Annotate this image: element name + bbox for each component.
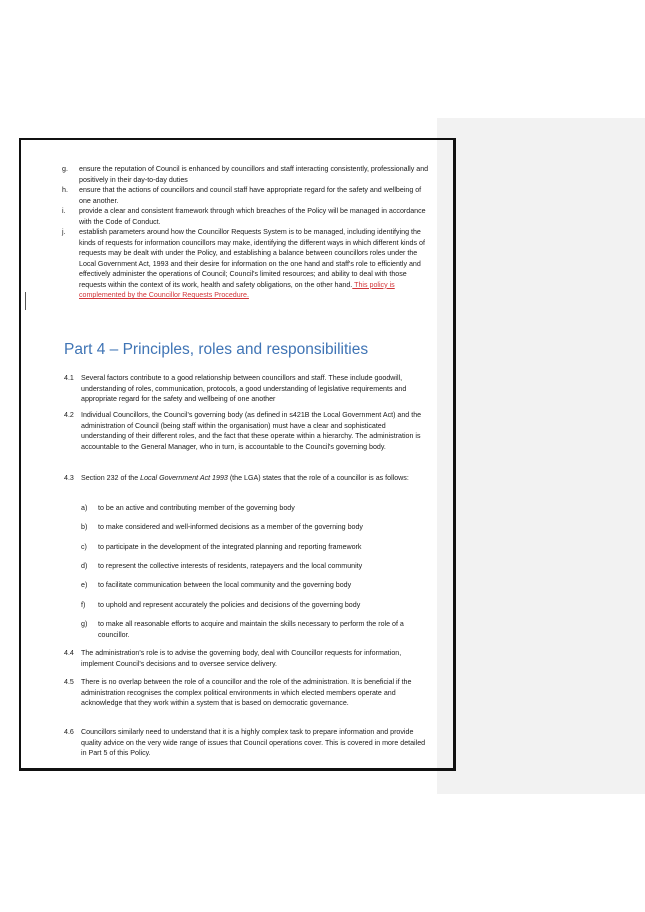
role-text: to make considered and well-informed decisions as a member of the governing body: [98, 523, 363, 531]
paragraph-number: 4.5: [64, 678, 74, 686]
list-marker: g.: [62, 165, 68, 173]
numbered-paragraph: [64, 727, 426, 759]
role-text: to be an active and contributing member of the governing body: [98, 504, 295, 512]
role-marker: g): [81, 620, 88, 628]
list-marker: h.: [62, 186, 68, 194]
role-marker: d): [81, 562, 88, 570]
list-text: provide a clear and consistent framework through which breaches of the Policy will be managed in accordance with the Code of Conduct.: [79, 207, 426, 226]
section-heading: Part 4 – Principles, roles and responsibilities: [64, 341, 369, 358]
role-text: to uphold and represent accurately the policies and decisions of the governing body: [98, 601, 361, 609]
list-text: establish parameters around how the Councillor Requests System is to be managed, including identifying the kinds of requests for information councillors may make, identifying the different ways in which different kinds of requests may be dealt with under the Policy, and establishing a balance between councillors roles under the Local Government Act, 1993 and their desire for information on the one hand and staff's role to efficiently and effectively administer the operations of Council; Council's limited resources; and ability to deal with those requests within the context of its work, health and safety obligations, on the other hand.: [79, 228, 425, 289]
list-text: ensure the reputation of Council is enhanced by councillors and staff interacting consistently, professionally and positively in their day-to-day duties: [79, 165, 429, 184]
list-item: [62, 185, 430, 206]
list-item: [62, 206, 430, 227]
role-item: [81, 619, 426, 640]
paragraph-number: 4.6: [64, 728, 74, 736]
role-item: [81, 522, 426, 533]
paragraph-number: 4.3: [64, 474, 74, 482]
list-marker: j.: [62, 228, 66, 236]
paragraph-number: 4.4: [64, 649, 74, 657]
role-text: to represent the collective interests of residents, ratepayers and the local community: [98, 562, 363, 570]
paragraph-text: Section 232 of the: [81, 474, 141, 482]
numbered-paragraph: [64, 373, 426, 405]
paragraph-text: Individual Councillors, the Council's governing body (as defined in s421B the Local Government Act) and the administration of Council (being staff within the organisation) must have a clear and sophisticated understanding of their different roles, and the fact that these operate within a hierarchy. The administration is accountable to the General Manager, who in turn, is accountable to the Council's governing body.: [81, 411, 422, 451]
role-item: [81, 542, 426, 553]
paragraph-number: 4.2: [64, 411, 74, 419]
list-text: ensure that the actions of councillors and council staff have appropriate regard for the safety and wellbeing of one another.: [79, 186, 422, 205]
numbered-paragraph: [64, 648, 426, 669]
role-item: [81, 561, 426, 572]
role-text: to facilitate communication between the local community and the governing body: [98, 581, 352, 589]
role-marker: e): [81, 581, 88, 589]
role-text: to make all reasonable efforts to acquire and maintain the skills necessary to perform the role of a councillor.: [98, 620, 404, 639]
paragraph-text: The administration's role is to advise the governing body, deal with Councillor requests for information, implement Council's decisions and to oversee service delivery.: [81, 649, 402, 668]
role-item: [81, 580, 426, 591]
numbered-paragraph: [64, 677, 426, 709]
paragraph-text: Councillors similarly need to understand that it is a highly complex task to prepare information and provide quality advice on the very wide range of issues that Council operations cover. This is covered in more detailed in Part 5 of this Policy.: [81, 728, 426, 757]
role-text: to participate in the development of the integrated planning and reporting framework: [98, 543, 362, 551]
numbered-paragraph: [64, 473, 426, 484]
numbered-paragraph: [64, 410, 426, 452]
tracked-insertion-link[interactable]: This policy is complemented by the Councillor Requests Procedure.: [79, 280, 395, 299]
role-marker: c): [81, 543, 87, 551]
role-marker: b): [81, 523, 88, 531]
role-item: [81, 600, 426, 611]
list-marker: i.: [62, 207, 66, 215]
role-marker: a): [81, 504, 88, 512]
list-item: [62, 164, 430, 185]
role-marker: f): [81, 601, 86, 609]
paragraph-text: Several factors contribute to a good relationship between councillors and staff. These include goodwill, understanding of roles, communication, protocols, a good understanding of legislative requirements and appropriate regard for the safety and wellbeing of one another: [81, 374, 407, 403]
paragraph-text: (the LGA) states that the role of a councillor is as follows:: [227, 474, 409, 482]
list-item: [62, 227, 430, 301]
act-title: Local Government Act 1993: [140, 474, 228, 482]
role-item: [81, 503, 426, 514]
paragraph-text: There is no overlap between the role of a councillor and the role of the administration. It is beneficial if the administration recognises the complex political environments in which elected members operate and acknowledge that they work within a system that is based on democratic governance.: [81, 678, 412, 707]
paragraph-number: 4.1: [64, 374, 74, 382]
